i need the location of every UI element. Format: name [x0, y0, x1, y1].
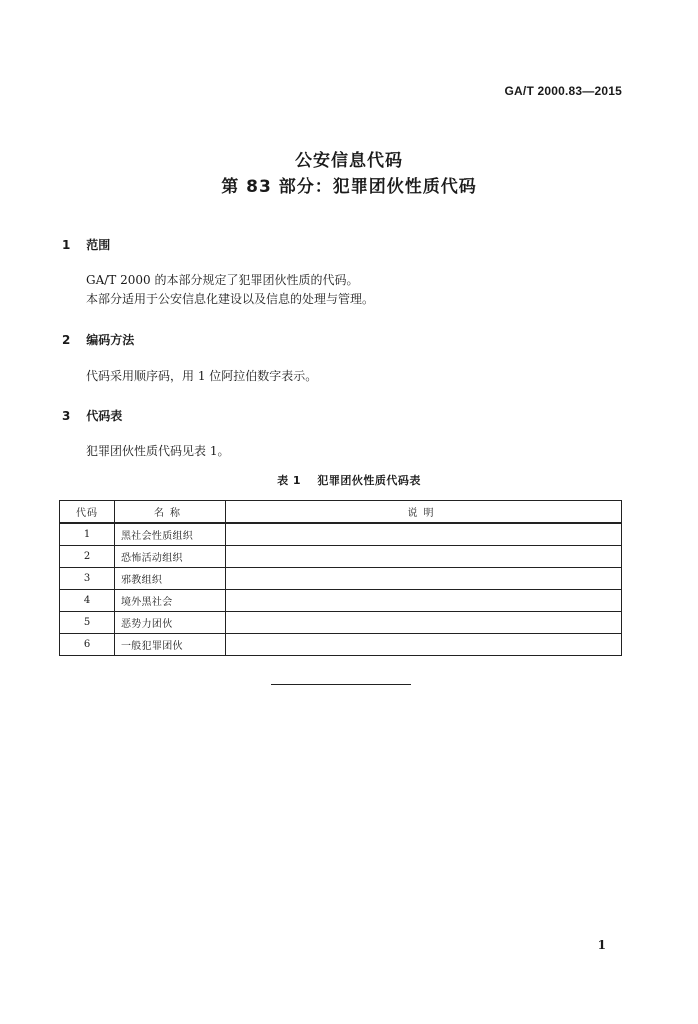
cell-code: 5: [60, 612, 115, 634]
section-title: 编码方法: [86, 333, 135, 347]
cell-code: 6: [60, 634, 115, 656]
table-row: [60, 634, 622, 656]
table-header-row: [60, 501, 622, 524]
table-row: [60, 612, 622, 634]
cell-name: 恶势力团伙: [115, 612, 226, 634]
cell-name: 境外黑社会: [115, 590, 226, 612]
header-description: 说明: [226, 501, 622, 524]
table-row: [60, 568, 622, 590]
section-title: 范围: [86, 238, 111, 252]
cell-name: 邪教组织: [115, 568, 226, 590]
section-heading-code-table: [62, 407, 122, 424]
section-number: 2: [62, 333, 71, 347]
paragraph: GA/T 2000 的本部分规定了犯罪团伙性质的代码。: [86, 273, 359, 287]
table-caption-label: 表 1: [277, 474, 302, 487]
paragraph: 代码采用顺序码，用 1 位阿拉伯数字表示。: [86, 369, 318, 383]
cell-description: [226, 546, 622, 568]
cell-name: 一般犯罪团伙: [115, 634, 226, 656]
table-row: [60, 590, 622, 612]
section-title: 代码表: [86, 409, 123, 423]
page-number: 1: [597, 938, 606, 952]
cell-code: 4: [60, 590, 115, 612]
table-caption: [0, 472, 698, 488]
standard-code: GA/T 2000.83—2015: [504, 84, 622, 98]
section-heading-coding-method: [62, 331, 134, 348]
document-title: 公安信息代码: [295, 151, 403, 171]
paragraph: 本部分适用于公安信息化建设以及信息的处理与管理。: [86, 292, 375, 306]
header-code: 代码: [60, 501, 115, 524]
paragraph: 犯罪团伙性质代码见表 1。: [86, 444, 230, 458]
cell-code: 2: [60, 546, 115, 568]
code-table: [59, 500, 622, 656]
cell-name: 黑社会性质组织: [115, 523, 226, 546]
section-number: 1: [62, 238, 71, 252]
end-of-document-rule: [271, 684, 411, 685]
table-row: [60, 546, 622, 568]
document-subtitle: 第 83 部分：犯罪团伙性质代码: [221, 177, 477, 197]
cell-description: [226, 612, 622, 634]
cell-description: [226, 634, 622, 656]
cell-description: [226, 568, 622, 590]
header-name: 名称: [115, 501, 226, 524]
cell-description: [226, 523, 622, 546]
cell-name: 恐怖活动组织: [115, 546, 226, 568]
table-caption-title: 犯罪团伙性质代码表: [317, 474, 421, 487]
cell-code: 3: [60, 568, 115, 590]
table-row: [60, 523, 622, 546]
cell-description: [226, 590, 622, 612]
cell-code: 1: [60, 523, 115, 546]
section-heading-scope: [62, 236, 110, 253]
section-number: 3: [62, 409, 71, 423]
